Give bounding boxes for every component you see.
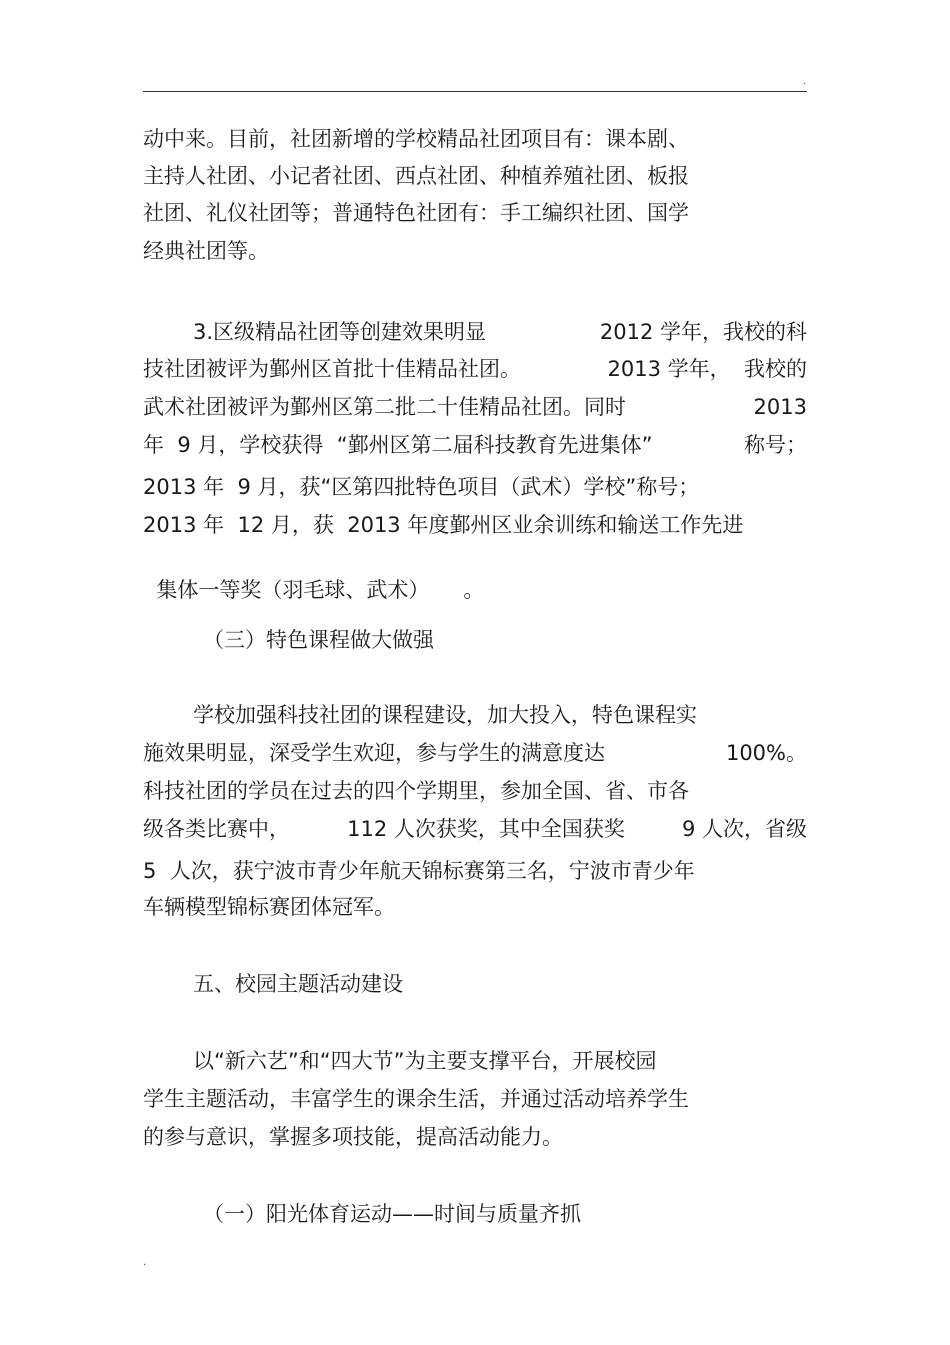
text-segment: 3.区级精品社团等创建效果明显	[193, 320, 487, 344]
text-line: 5 人次，获宁波市青少年航天锦标赛第三名，宁波市青少年	[143, 859, 695, 883]
text-line: 2013 年 9 月，获“区第四批特色项目（武术）学校”称号；	[143, 475, 700, 499]
text-segment: 武术社团被评为鄞州区第二批二十佳精品社团。同时	[143, 395, 626, 419]
text-segment: 称号；	[744, 433, 807, 457]
page-mark-bottom: .	[143, 1257, 147, 1268]
text-segment: 年 9 月，学校获得 “鄞州区第二届科技教育先进集体”	[143, 433, 653, 457]
text-line	[143, 815, 807, 843]
text-line: 学生主题活动，丰富学生的课余生活，并通过活动培养学生	[143, 1087, 689, 1111]
section-heading: （一）阳光体育运动——时间与质量齐抓	[203, 1202, 581, 1226]
page-mark-top: .	[803, 76, 807, 87]
text-segment: 2013 学年， 我校的	[607, 357, 807, 381]
text-line	[143, 393, 807, 421]
text-segment: 100%。	[725, 741, 807, 765]
text-segment: 级各类比赛中，	[143, 817, 290, 841]
text-line	[143, 431, 807, 459]
text-line	[143, 548, 807, 602]
text-segment: 112 人次获奖，其中全国获奖	[347, 817, 625, 841]
header-rule	[143, 91, 807, 92]
text-line: 社团、礼仪社团等；普通特色社团有：手工编织社团、国学	[143, 201, 689, 225]
text-line: 以“新六艺”和“四大节”为主要支撑平台，开展校园	[193, 1049, 657, 1073]
text-line: 2013 年 12 月，获 2013 年度鄞州区业余训练和输送工作先进	[143, 513, 744, 537]
text-line	[193, 318, 807, 346]
section-heading: （三）特色课程做大做强	[203, 628, 434, 652]
text-line: 动中来。目前，社团新增的学校精品社团项目有：课本剧、	[143, 127, 689, 151]
section-heading: 五、校园主题活动建设	[193, 972, 403, 996]
text-line	[143, 355, 807, 383]
text-line: 科技社团的学员在过去的四个学期里，参加全国、省、市各	[143, 779, 689, 803]
text-segment: 9 人次，省级	[681, 817, 807, 841]
text-line: 学校加强科技社团的课程建设，加大投入，特色课程实	[193, 703, 697, 727]
text-line: 主持人社团、小记者社团、西点社团、种植养殖社团、板报	[143, 164, 689, 188]
text-segment: 。	[463, 578, 485, 602]
text-line: 车辆模型锦标赛团体冠军。	[143, 895, 395, 919]
text-segment: 2012 学年，我校的科	[599, 320, 807, 344]
text-line	[143, 739, 807, 767]
text-segment: 技社团被评为鄞州区首批十佳精品社团。	[143, 357, 521, 381]
text-segment: 集体一等奖（羽毛球、武术）	[156, 578, 430, 602]
text-line: 经典社团等。	[143, 239, 269, 263]
text-segment: 2013	[753, 395, 807, 419]
text-segment: 施效果明显，深受学生欢迎，参与学生的满意度达	[143, 741, 605, 765]
text-line: 的参与意识，掌握多项技能，提高活动能力。	[143, 1125, 563, 1149]
